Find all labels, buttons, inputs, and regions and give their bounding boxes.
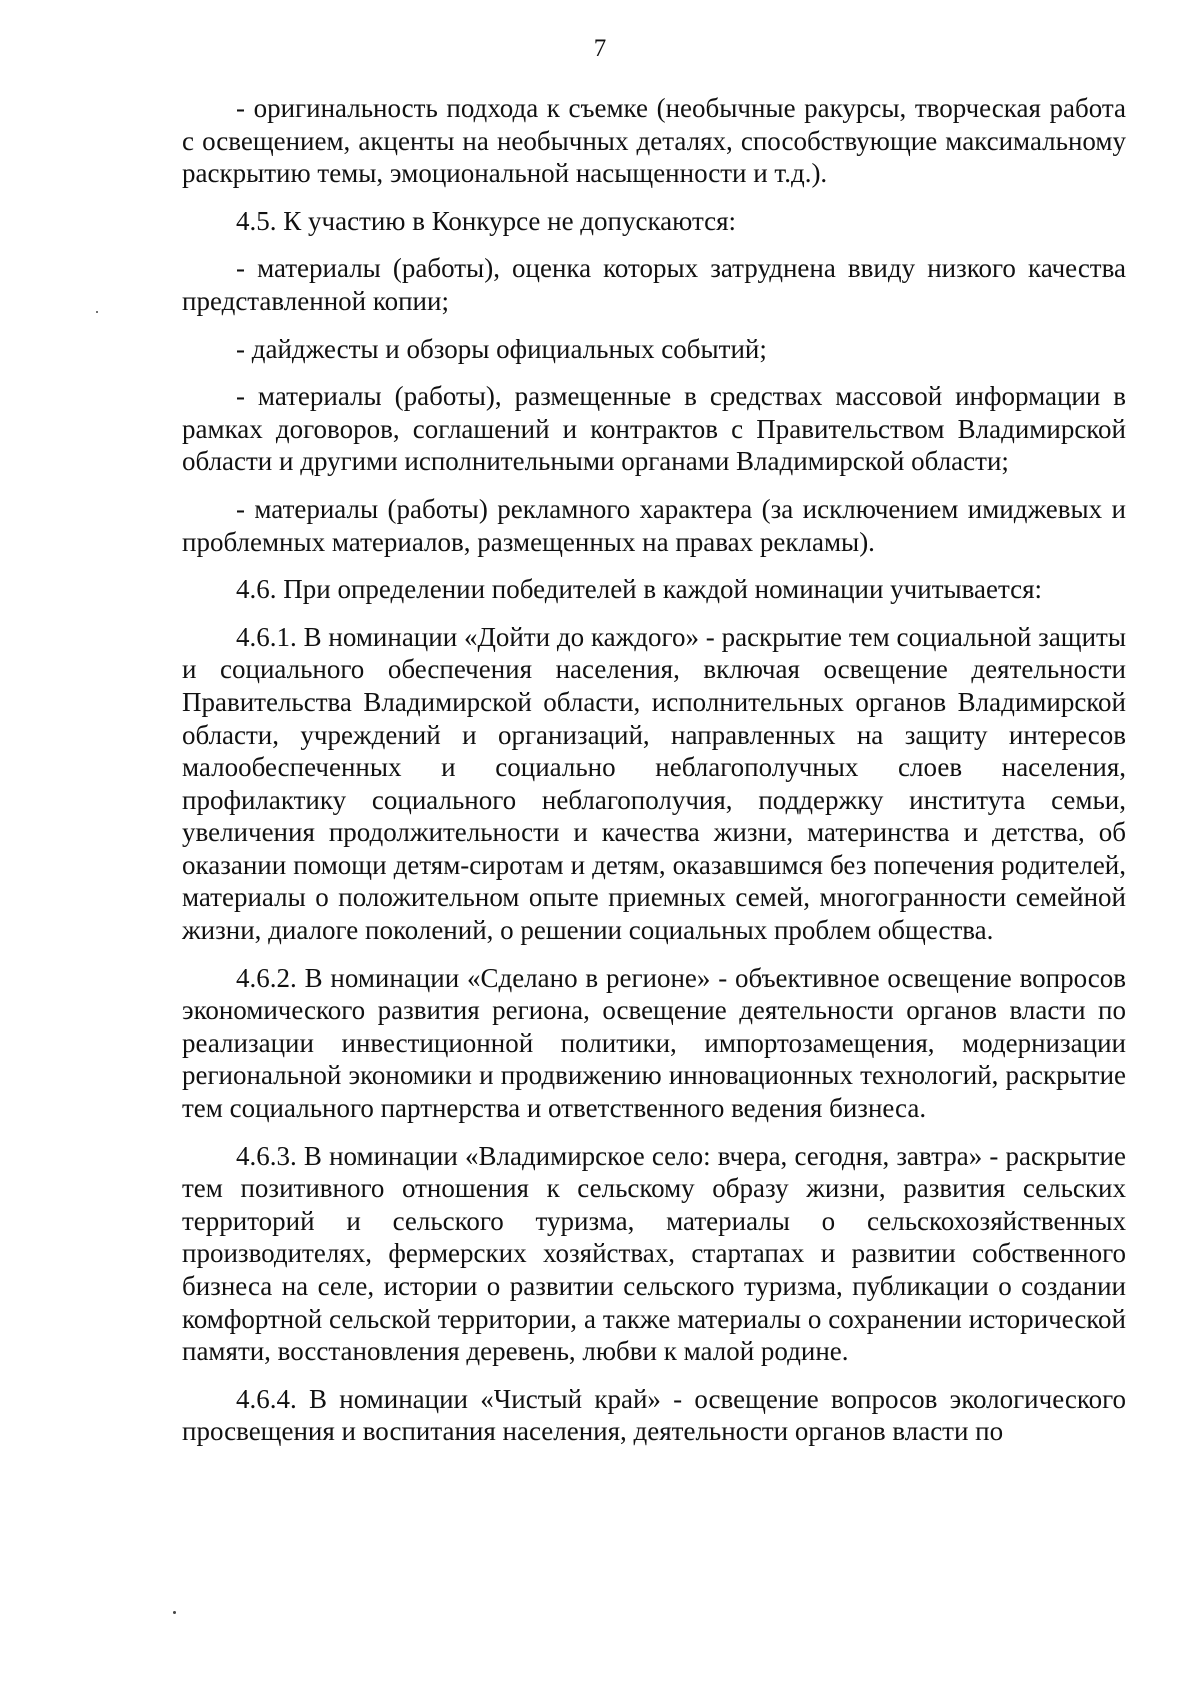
paragraph-4-6-heading: 4.6. При определении победителей в каждой номинации учитывается: <box>236 574 1043 605</box>
document-body <box>182 92 1126 1448</box>
page-number: 7 <box>593 35 607 62</box>
paragraph-contract-materials: - материалы (работы), размещенные в средствах массовой информации в рамках договоров, соглашений и контрактов с Правительством Владимирской области и другими исполнительными органами Владимирской области; <box>182 381 1126 477</box>
paragraph-low-quality-materials: - материалы (работы), оценка которых затруднена ввиду низкого качества представленной копии; <box>182 253 1126 316</box>
scan-speck-left <box>96 311 98 313</box>
scan-speck-bottom-left <box>173 1611 176 1614</box>
paragraph-advertising-materials: - материалы (работы) рекламного характера (за исключением имиджевых и проблемных материалов, размещенных на правах рекламы). <box>182 493 1126 557</box>
paragraph-4-6-1: 4.6.1. В номинации «Дойти до каждого» - раскрытие тем социальной защиты и социального обеспечения населения, включая освещение деятельности Правительства Владимирской области, исполнительных органов Владимирской области, учреждений и организаций, направленных на защиту интересов малообеспеченных и социально неблагополучных слоев населения, профилактику социального неблагополучия, поддержку института семьи, увеличения продолжительности и качества жизни, материнства и детства, об оказании помощи детям-сиротам и детям, оказавшимся без попечения родителей, материалы о положительном опыте приемных семей, многогранности семейной жизни, диалоге поколений, о решении социальных проблем общества. <box>182 621 1126 946</box>
paragraph-4-6-4: 4.6.4. В номинации «Чистый край» - освещение вопросов экологического просвещения и воспитания населения, деятельности органов власти по <box>182 1383 1126 1447</box>
paragraph-digests: - дайджесты и обзоры официальных событий; <box>236 333 767 364</box>
paragraph-photo-originality: - оригинальность подхода к съемке (необычные ракурсы, творческая работа с освещением, акценты на необычных деталях, способствующие максимальному раскрытию темы, эмоциональной насыщенности и т.д.). <box>182 93 1126 189</box>
paragraph-4-5-heading: 4.5. К участию в Конкурсе не допускаются: <box>236 205 737 236</box>
paragraph-4-6-3: 4.6.3. В номинации «Владимирское село: вчера, сегодня, завтра» - раскрытие тем позитивного отношения к сельскому образу жизни, развития сельских территорий и сельского туризма, материалы о сельскохозяйственных производителях, фермерских хозяйствах, стартапах и развитии собственного бизнеса на селе, истории о развитии сельского туризма, публикации о создании комфортной сельской территории, а также материалы о сохранении исторической памяти, восстановления деревень, любви к малой родине. <box>182 1140 1126 1367</box>
paragraph-4-6-2: 4.6.2. В номинации «Сделано в регионе» - объективное освещение вопросов экономического развития региона, освещение деятельности органов власти по реализации инвестиционной политики, импортозамещения, модернизации региональной экономики и продвижению инновационных технологий, раскрытие тем социального партнерства и ответственного ведения бизнеса. <box>182 962 1126 1124</box>
